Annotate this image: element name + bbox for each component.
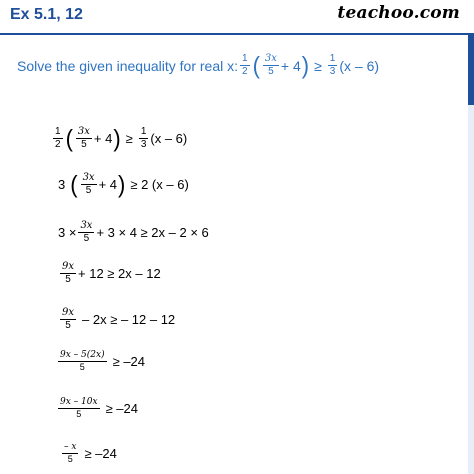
fraction-half: $\frac{1}{2}$ bbox=[242, 53, 248, 77]
plus-four: + 4 bbox=[280, 57, 301, 74]
step-5: $\frac{9x}{5}$ – 2x ≥ – 12 – 12 bbox=[62, 307, 176, 331]
step-4: $\frac{9x}{5}$ + 12 ≥ 2x – 12 bbox=[62, 261, 161, 285]
fraction-half: $\frac{1}{2}$ bbox=[55, 126, 61, 150]
brand-logo: teachoo.com bbox=[337, 3, 460, 23]
question-tail: (x – 6) bbox=[339, 57, 380, 74]
fraction-9x-minus-10x-over-5: $\frac{9x - 10x}{5}$ bbox=[60, 397, 98, 419]
step-7: $\frac{9x - 10x}{5}$ ≥ –24 bbox=[60, 397, 138, 419]
fraction-third: $\frac{1}{3}$ bbox=[140, 126, 147, 150]
question-text bbox=[17, 51, 380, 79]
fraction-9x-over-5: $\frac{9x}{5}$ bbox=[62, 307, 75, 331]
fraction-3x-over-5: $\frac{3x}{5}$ bbox=[77, 126, 90, 150]
exercise-label: Ex 5.1, 12 bbox=[10, 6, 83, 23]
fraction-9x-over-5: $\frac{9x}{5}$ bbox=[62, 261, 75, 285]
header-rule bbox=[0, 33, 474, 35]
fraction-3x-over-5: $\frac{3x}{5}$ bbox=[82, 172, 95, 196]
fraction-3x-over-5: $\frac{3x}{5}$ bbox=[264, 53, 277, 77]
step-3: 3 × $\frac{3x}{5}$ + 3 × 4 ≥ 2x – 2 × 6 bbox=[58, 220, 209, 244]
step-6: $\frac{9x - 5(2x)}{5}$ ≥ –24 bbox=[60, 350, 146, 372]
paren-close: ) bbox=[301, 51, 310, 79]
question-prefix: Solve the given inequality for real x: bbox=[17, 57, 239, 74]
scrollbar-track[interactable] bbox=[468, 105, 474, 474]
paren-open: ( bbox=[252, 51, 260, 79]
fraction-3x-over-5: $\frac{3x}{5}$ bbox=[80, 220, 93, 244]
step-2: 3 ( $\frac{3x}{5}$ + 4 ) ≥ 2 (x – 6) bbox=[58, 170, 189, 198]
fraction-third: $\frac{1}{3}$ bbox=[329, 53, 336, 77]
geq-symbol: ≥ bbox=[314, 57, 322, 74]
fraction-minus-x-over-5: $\frac{- x}{5}$ bbox=[64, 442, 77, 464]
header bbox=[0, 0, 474, 34]
step-8: $\frac{- x}{5}$ ≥ –24 bbox=[64, 442, 117, 464]
scrollbar-thumb[interactable] bbox=[468, 35, 474, 105]
step-1: $\frac{1}{2}$ ( $\frac{3x}{5}$ + 4 ) ≥ $\frac{1}{3}$ (x – 6) bbox=[55, 124, 188, 152]
fraction-9x-minus-5-2x-over-5: $\frac{9x - 5(2x)}{5}$ bbox=[60, 350, 105, 372]
